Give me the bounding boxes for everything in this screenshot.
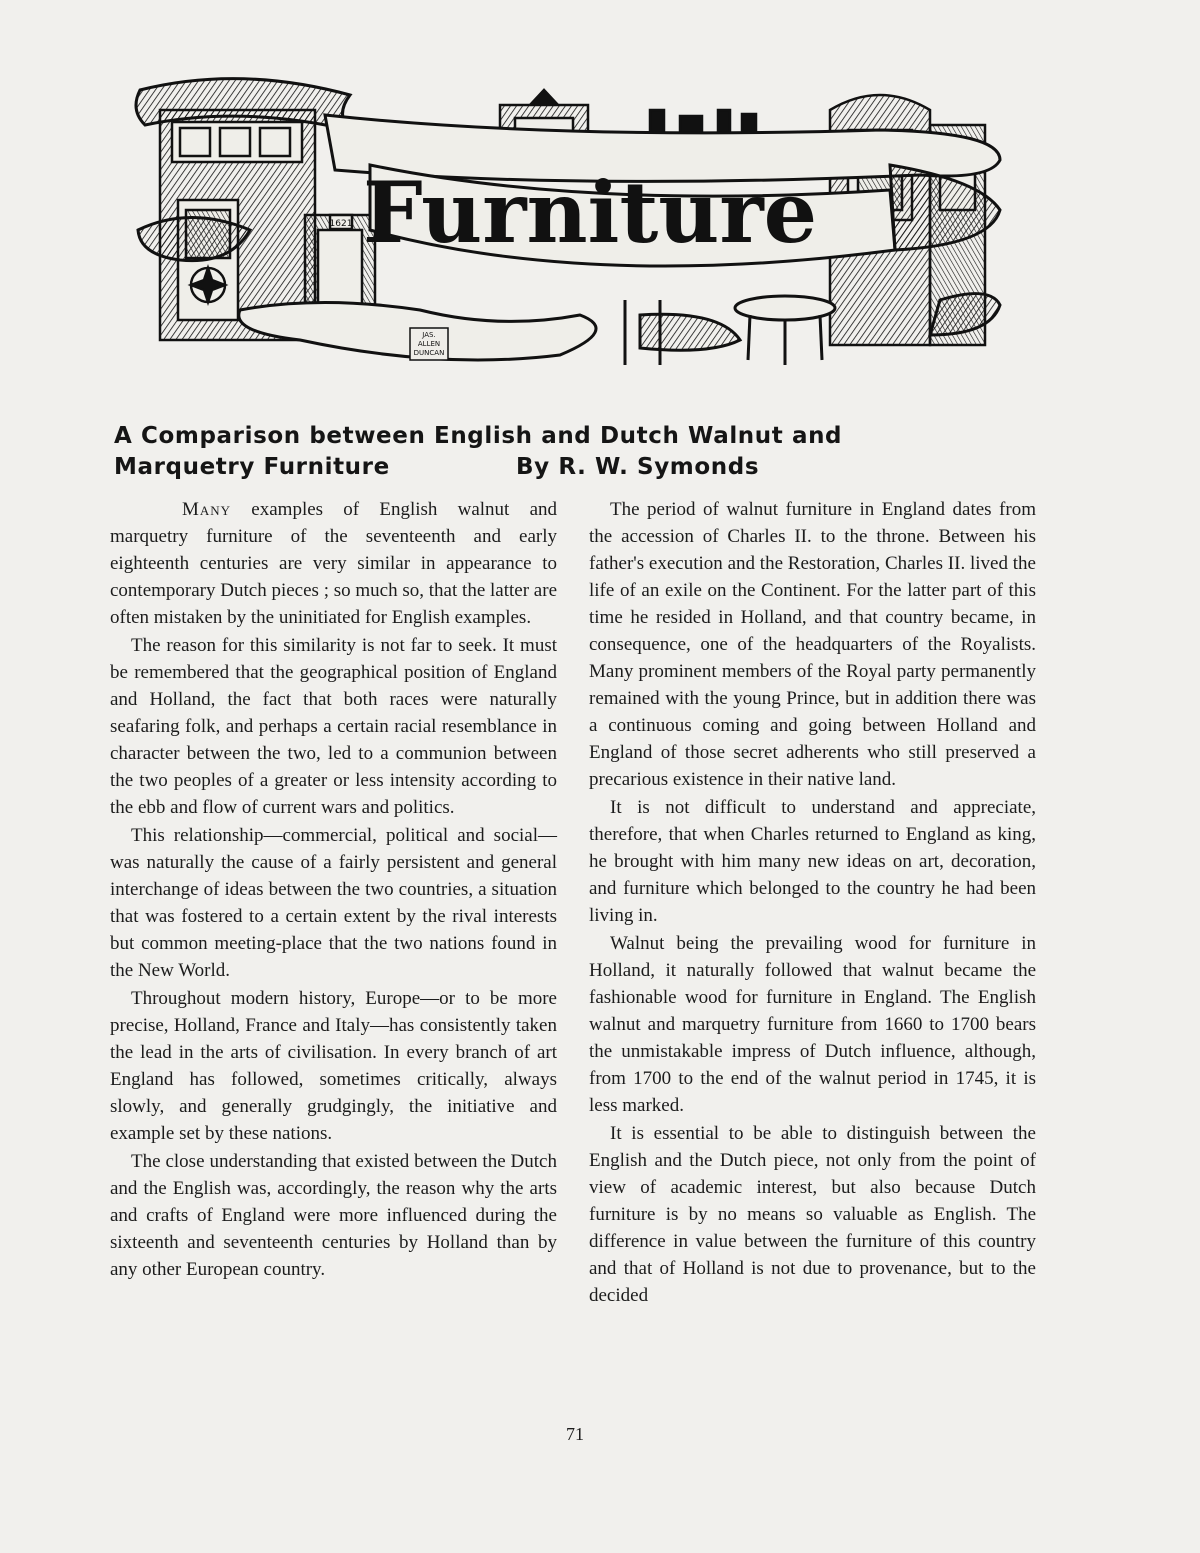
- monogram-line-2: ALLEN: [417, 340, 441, 348]
- artist-monogram: [410, 328, 448, 360]
- article-title-line-1: A Comparison between English and Dutch Walnut and: [114, 423, 843, 449]
- paragraph: Throughout modern history, Europe—or to be more precise, Holland, France and Italy—has consistently taken the lead in the arts of civilisation. In every branch of art England has followed, sometimes critically, always slowly, and generally grudgingly, the initiative and example set by these nations.: [110, 988, 557, 1144]
- paragraph: It is essential to be able to distinguish between the English and the Dutch piece, not only from the point of view of academic interest, but also because Dutch furniture is by no means so valuable as English. The difference in value between the furniture of this country and that of Holland is not due to provenance, but to the decided: [589, 1123, 1036, 1306]
- article-byline: By R. W. Symonds: [516, 454, 760, 480]
- paragraph: The period of walnut furniture in England dates from the accession of Charles II. to the throne. Between his father's execution and the Restoration, Charles II. lived the life of an exile on the Continent. For the latter part of this time he resided in Holland, and that country became, in consequence, one of the headquarters of the Royalists. Many prominent members of the Royal party permanently remained with the young Prince, but in addition there was a continuous coming and going between Holland and England of those secret adherents who still preserved a precarious existence in their native land.: [589, 499, 1036, 790]
- furniture-header-illustration: [120, 70, 1015, 375]
- paragraph-text: examples of English walnut and marquetry furniture of the seventeenth and early eighteenth centuries are very similar in appearance to contemporary Dutch pieces ; so much so, that the latter are often mistaken by the uninitiated for English examples.: [110, 499, 557, 628]
- paragraph: [110, 496, 557, 631]
- paragraph: Walnut being the prevailing wood for furniture in Holland, it naturally followed that walnut became the fashionable wood for furniture in England. The English walnut and marquetry furniture from 1660 to 1700 bears the unmistakable impress of Dutch influence, although, from 1700 to the end of the walnut period in 1745, it is less marked.: [589, 933, 1036, 1116]
- paragraph: The close understanding that existed between the Dutch and the English was, accordingly, the reason why the arts and crafts of England were more influenced during the sixteenth and seventeenth centuries by Holland than by any other European country.: [110, 1151, 557, 1280]
- monogram-line-3: DUNCAN: [413, 349, 445, 357]
- article-title-line-2: Marquetry Furniture: [114, 454, 390, 480]
- monogram-line-1: JAS.: [422, 331, 436, 339]
- right-column: [589, 496, 1036, 1310]
- paragraph: This relationship—commercial, political and social—was naturally the cause of a fairly persistent and general interchange of ideas between the two countries, a situation that was fostered to a certain extent by the rival interests but common meeting-place that the two nations found in the New World.: [110, 825, 557, 981]
- page-number: 71: [566, 1424, 584, 1444]
- furniture-title-word: Furniture: [362, 163, 818, 262]
- left-column: [110, 496, 557, 1284]
- drop-word: Many: [182, 499, 232, 520]
- article-title: [114, 421, 974, 483]
- paragraph: The reason for this similarity is not far to seek. It must be remembered that the geographical position of England and Holland, the fact that both races were naturally seafaring folk, and perhaps a certain racial resemblance in character between the two, led to a communion between the two peoples of a greater or less intensity according to the ebb and flow of current wars and politics.: [110, 635, 557, 818]
- paragraph: It is not difficult to understand and appreciate, therefore, that when Charles returned to England as king, he brought with him many new ideas on art, decoration, and furniture which belonged to the country he had been living in.: [589, 797, 1036, 926]
- date-plate-text: 1621: [329, 219, 353, 229]
